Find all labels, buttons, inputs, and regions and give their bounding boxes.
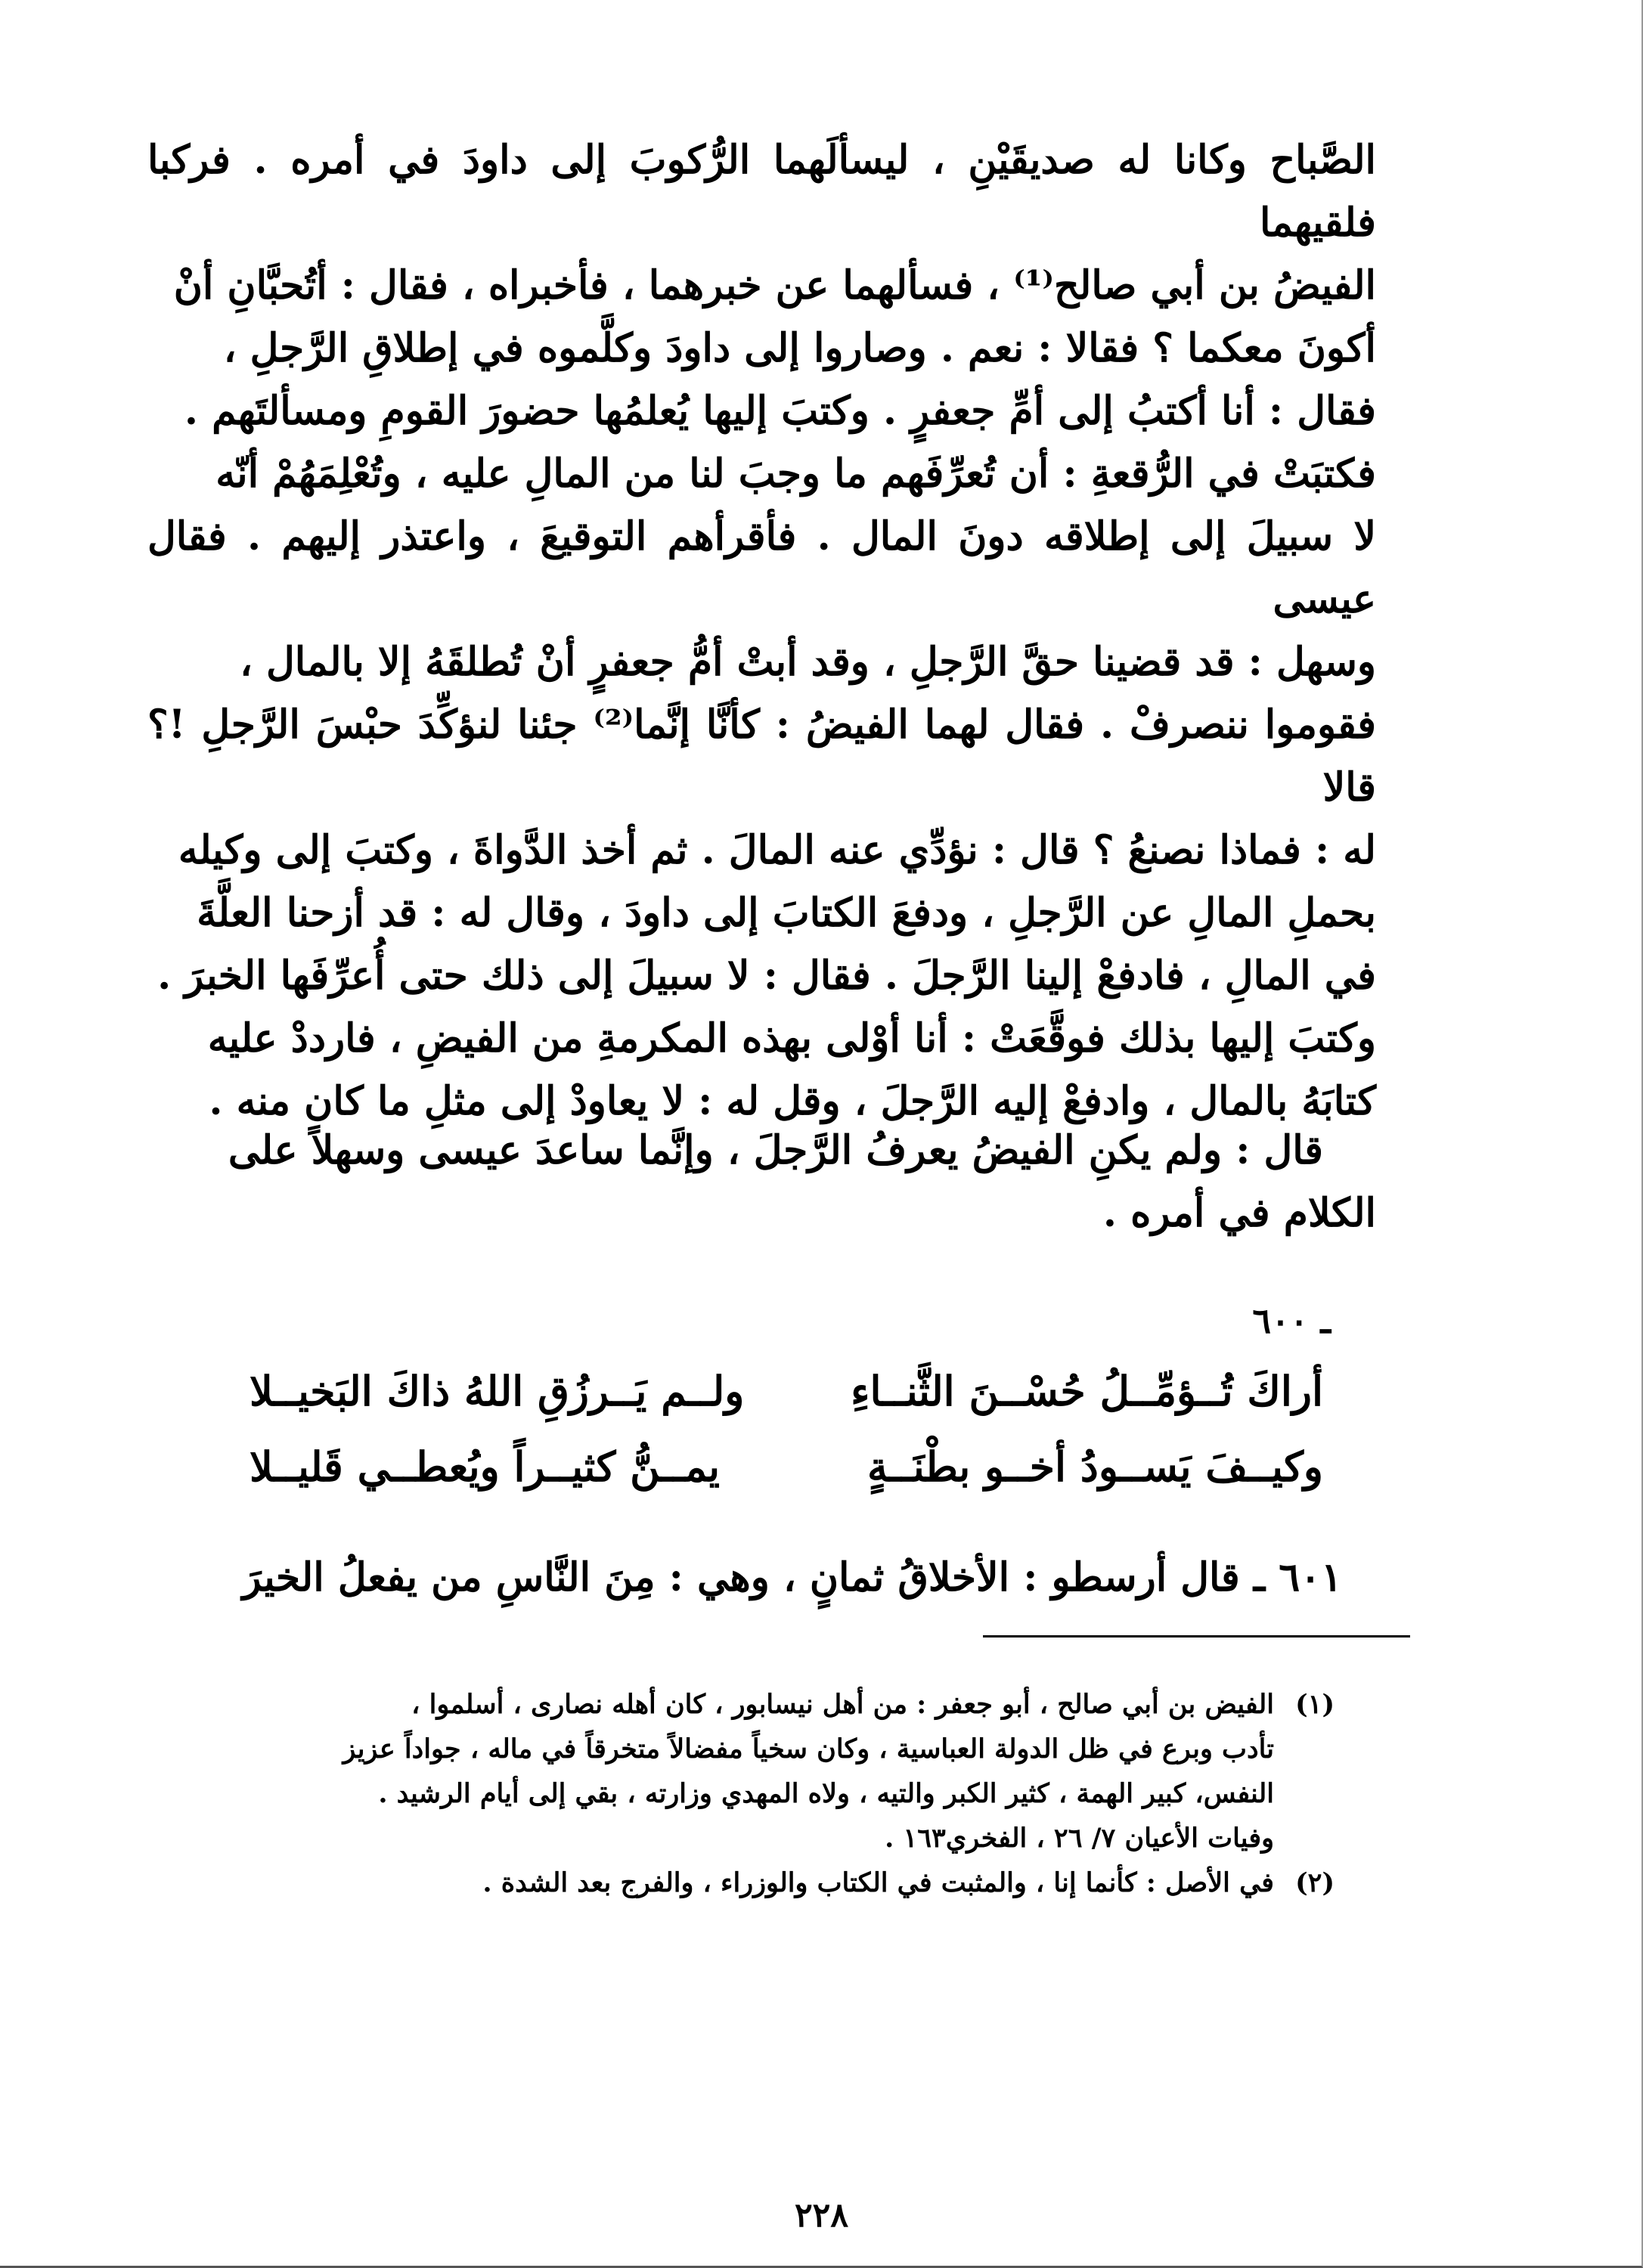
poem-verse xyxy=(250,1429,1323,1504)
footnote-2 xyxy=(306,1861,1335,1905)
item-number-600: ـ ٦٠٠ xyxy=(1252,1300,1331,1341)
verse-second-hemistich: ولــم يَــرزُقِ اللهُ ذاكَ البَخيــلا xyxy=(250,1367,745,1415)
footnote-line: وفيات الأعيان ٧/ ٢٦ ، الفخري١٦٣ . xyxy=(885,1823,1274,1854)
text-line: فكتبَتْ في الرُّقعةِ : أن تُعرِّفَهم ما وجبَ لنا من المالِ عليه ، وتُعْلِمَهُمْ أنّه xyxy=(215,451,1376,497)
footnotes xyxy=(306,1682,1335,1905)
text-line: الصَّباح وكانا له صديقَيْنِ ، ليسألَهما الرُّكوبَ إلى داودَ في أمره . فركبا فلقيهما xyxy=(147,137,1376,246)
text-line: فقال : أنا أكتبُ إلى أمِّ جعفرٍ . وكتبَ إليها يُعلمُها حضورَ القومِ ومسألتَهم . xyxy=(184,388,1376,434)
poem xyxy=(250,1353,1323,1504)
text-line: وسهل : قد قضينا حقَّ الرَّجلِ ، وقد أبتْ أمُّ جعفرٍ أنْ تُطلقَهُ إلا بالمال ، xyxy=(240,639,1376,685)
text-line: الكلام في أمره . xyxy=(1102,1190,1376,1236)
footnote-line: تأدب وبرع في ظل الدولة العباسية ، وكان سخياً مفضالاً متخرقاً في ماله ، جواداً عزيز xyxy=(343,1734,1274,1765)
footnote-number: (٢) xyxy=(1295,1867,1335,1898)
text-line: فقوموا ننصرفْ . فقال لهما الفيضُ : كأنَّا إنَّما⁽²⁾ جئنا لنؤكِّدَ حبْسَ الرَّجلِ !؟ قالا xyxy=(147,702,1376,810)
footnote-text xyxy=(306,1861,1274,1905)
main-paragraph xyxy=(147,129,1376,1132)
item-601-text: ٦٠١ ـ قال أرسطو : الأخلاقُ ثمانٍ ، وهي : مِنَ النَّاسِ من يفعلُ الخيرَ xyxy=(242,1554,1342,1600)
text-line: له : فماذا نصنعُ ؟ قال : نؤدِّي عنه المالَ . ثم أخذ الدَّواةَ ، وكتبَ إلى وكيله xyxy=(178,827,1376,873)
verse-first-hemistich: أراكَ تُــؤمِّــلُ حُسْــنَ الثَّنــاءِ xyxy=(851,1367,1323,1415)
second-paragraph xyxy=(147,1119,1376,1244)
poem-verse xyxy=(250,1353,1323,1429)
footnote-divider xyxy=(983,1635,1410,1637)
footnote-line: النفس، كبير الهمة ، كثير الكبر والتيه ، ولاه المهدي وزارته ، بقي إلى أيام الرشيد . xyxy=(378,1778,1274,1809)
footnote-line: في الأصل : كأنما إنا ، والمثبت في الكتاب والوزراء ، والفرج بعد الشدة . xyxy=(482,1867,1274,1898)
footnote-line: الفيض بن أبي صالح ، أبو جعفر : من أهل نيسابور ، كان أهله نصارى ، أسلموا ، xyxy=(411,1689,1274,1720)
page-number: ٢٢٨ xyxy=(795,2196,848,2235)
text-line: كتابَهُ بالمال ، وادفعْ إليه الرَّجلَ ، وقل له : لا يعاودْ إلى مثلِ ما كان منه . xyxy=(209,1078,1376,1124)
text-line: قال : ولم يكنِ الفيضُ يعرفُ الرَّجلَ ، وإنَّما ساعدَ عيسى وسهلاً على xyxy=(228,1127,1323,1173)
text-line: في المالِ ، فادفعْ إلينا الرَّجلَ . فقال : لا سبيلَ إلى ذلك حتى أُعرِّفَها الخبرَ . xyxy=(157,953,1376,999)
text-line: أكونَ معكما ؟ فقالا : نعم . وصاروا إلى داودَ وكلَّموه في إطلاقِ الرَّجلِ ، xyxy=(223,325,1376,371)
text-line: لا سبيلَ إلى إطلاقه دونَ المال . فأقرأهم التوقيعَ ، واعتذر إليهم . فقال عيسى xyxy=(147,513,1376,622)
text-line: بحملِ المالِ عن الرَّجلِ ، ودفعَ الكتابَ إلى داودَ ، وقال له : قد أزحنا العلَّةَ xyxy=(197,890,1376,936)
footnote-number: (١) xyxy=(1295,1689,1335,1720)
footnote-text xyxy=(306,1682,1274,1861)
text-line: وكتبَ إليها بذلك فوقَّعَتْ : أنا أوْلى بهذه المكرمةِ من الفيضِ ، فارددْ عليه xyxy=(207,1015,1376,1061)
text-line: الفيضُ بن أبي صالح⁽¹⁾ ، فسألهما عن خبرهما ، فأخبراه ، فقال : أتُحبَّانِ أنْ xyxy=(173,262,1376,308)
footnote-1 xyxy=(306,1682,1335,1861)
verse-second-hemistich: يمــنُّ كثيــراً ويُعطــي قَليــلا xyxy=(250,1442,721,1491)
verse-first-hemistich: وكيــفَ يَســودُ أخــو بطْنَــةٍ xyxy=(867,1442,1323,1491)
